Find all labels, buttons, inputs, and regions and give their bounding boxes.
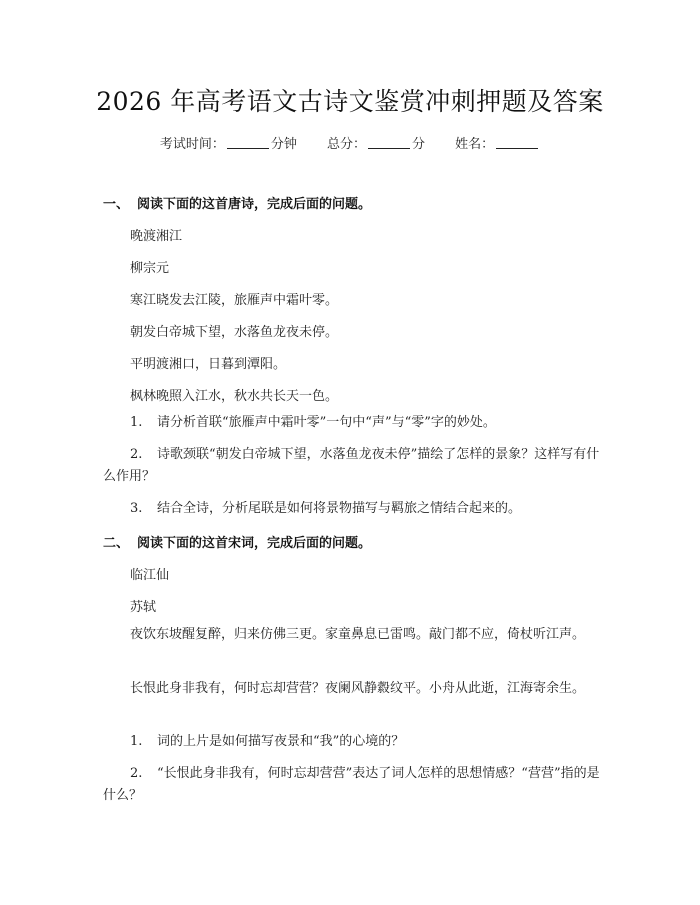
section2-heading [103,532,371,551]
name-label: 姓名： [455,137,495,152]
question-text: “长恨此身非我有，何时忘却营营”表达了词人怎样的思想情感？“营营”指的是什么？ [103,766,600,803]
time-unit: 分钟 [270,137,297,152]
section2-question-1 [130,731,600,753]
time-label: 考试时间： [159,137,225,152]
question-text: 请分析首联“旅雁声中霜叶零”一句中“声”与“零”字的妙处。 [157,415,496,430]
section2-author: 苏轼 [130,600,157,615]
section2-paragraph-1: 夜饮东坡醒复醉，归来仿佛三更。家童鼻息已雷鸣。敲门都不应，倚杖听江声。 [130,627,586,642]
time-blank [227,136,269,149]
section1-number: 一、 [103,197,130,212]
section1-question-2 [103,444,600,488]
section2-number: 二、 [103,536,130,551]
score-label: 总分： [326,137,366,152]
question-text: 诗歌颈联“朝发白帝城下望，水落鱼龙夜未停”描绘了怎样的景象？这样写有什么作用？ [103,447,600,484]
exam-score [327,137,425,152]
section1-author: 柳宗元 [130,261,170,276]
exam-name [455,137,540,152]
exam-meta [0,133,700,152]
question-number: 1. [130,734,143,749]
question-number: 1. [130,415,143,430]
question-number: 2. [130,766,143,781]
section2-question-2 [103,763,600,807]
section1-poem-title: 晚渡湘江 [130,229,183,244]
score-blank [368,136,410,149]
section1-line-4: 枫林晚照入江水，秋水共长天一色。 [130,389,339,404]
section1-question-3 [130,498,600,520]
document-title: 2026 年高考语文古诗文鉴赏冲刺押题及答案 [96,87,604,116]
exam-time [160,137,297,152]
name-blank [496,136,538,149]
section1-line-3: 平明渡湘口，日暮到潭阳。 [130,357,287,372]
section1-question-1 [130,412,600,434]
section1-heading [103,193,371,212]
section1-heading-text: 阅读下面的这首唐诗，完成后面的问题。 [137,197,372,212]
score-unit: 分 [412,137,426,152]
section2-heading-text: 阅读下面的这首宋词，完成后面的问题。 [137,536,372,551]
section2-poem-title: 临江仙 [130,568,170,583]
section2-paragraph-2: 长恨此身非我有，何时忘却营营？夜阑风静縠纹平。小舟从此逝，江海寄余生。 [130,681,586,696]
question-number: 3. [130,501,143,516]
question-text: 结合全诗，分析尾联是如何将景物描写与羁旅之情结合起来的。 [157,501,522,516]
question-text: 词的上片是如何描写夜景和“我”的心境的？ [157,734,405,749]
question-number: 2. [130,447,143,462]
section1-line-2: 朝发白帝城下望，水落鱼龙夜未停。 [130,325,339,340]
section1-line-1: 寒江晓发去江陵，旅雁声中霜叶零。 [130,293,339,308]
